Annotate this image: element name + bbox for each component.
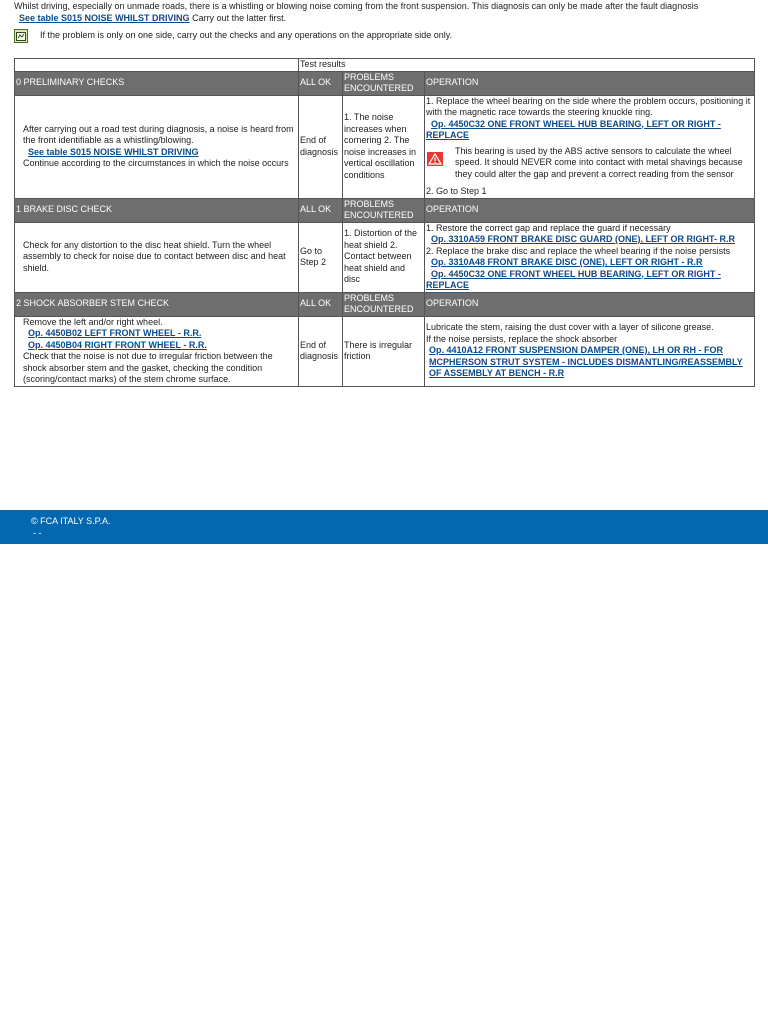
- step-problems-1: 1. Distortion of the heat shield 2. Contact between heat shield and disc: [343, 222, 425, 292]
- test-results-row: [15, 59, 755, 72]
- warning-text: This bearing is used by the ABS active sensors to calculate the wheel speed. It should NEVER come into contact with metal shavings because they could alter the gap and prevent a correct reading from the sensor: [455, 145, 743, 179]
- blank-cell: [15, 59, 299, 72]
- intro-text: Whilst driving, especially on unmade roads, there is a whistling or blowing noise coming from the front suspension. This diagnosis can only be made after the fault diagnosis: [14, 1, 699, 11]
- note-icon: [14, 29, 28, 43]
- step-desc-2: [15, 316, 299, 386]
- hint-text: If the problem is only on one side, carry out the checks and any operations on the appropriate side only.: [40, 30, 453, 41]
- step-desc-1: Check for any distortion to the disc heat shield. Turn the wheel assembly to check for noise due to contact between disc and heat shield.: [15, 222, 299, 292]
- step-operation-0: [425, 95, 755, 198]
- left-wheel-link[interactable]: Op. 4450B02 LEFT FRONT WHEEL - R.R.: [28, 328, 202, 338]
- step-operation-1: [425, 222, 755, 292]
- col-operation: OPERATION: [425, 292, 755, 316]
- col-all-ok: ALL OK: [299, 71, 343, 95]
- col-all-ok: ALL OK: [299, 198, 343, 222]
- disc-guard-link[interactable]: Op. 3310A59 FRONT BRAKE DISC GUARD (ONE), LEFT OR RIGHT- R.R: [431, 234, 736, 244]
- right-wheel-link[interactable]: Op. 4450B04 RIGHT FRONT WHEEL - R.R.: [28, 339, 207, 350]
- step-row-2: [15, 316, 755, 386]
- step-title-2: 2 SHOCK ABSORBER STEM CHECK: [15, 292, 299, 316]
- intro-paragraph: [14, 1, 764, 24]
- abs-warning: [426, 146, 753, 181]
- test-results-label: Test results: [299, 59, 755, 72]
- step-desc-0: [15, 95, 299, 198]
- step-desc-text: Continue according to the circumstances in which the noise occurs: [23, 158, 289, 168]
- footer-copyright: © FCA ITALY S.P.A.: [31, 516, 111, 526]
- step-desc-text: Check that the noise is not due to irregular friction between the shock absorber stem and the gasket, checking the condition (scoring/contact marks) of the stem chrome surface.: [23, 351, 273, 384]
- diagnosis-table: [14, 58, 755, 387]
- step-problems-2: There is irregular friction: [343, 316, 425, 386]
- col-all-ok: ALL OK: [299, 292, 343, 316]
- col-problems: PROBLEMS ENCOUNTERED: [343, 292, 425, 316]
- intro-noise-table-link[interactable]: See table S015 NOISE WHILST DRIVING: [19, 12, 190, 23]
- step-row-1: [15, 222, 755, 292]
- operation-text: 1. Replace the wheel bearing on the side where the problem occurs, positioning it with the magnetic race towards the steering knuckle ring.: [426, 95, 751, 117]
- step-problems-0: 1. The noise increases when cornering 2. The noise increases in vertical oscillation conditions: [343, 95, 425, 198]
- operation-text: 1. Restore the correct gap and replace the guard if necessary: [426, 222, 671, 233]
- step-header-1: [15, 198, 755, 222]
- step-ok-1: Go to Step 2: [299, 222, 343, 292]
- step-ok-0: End of diagnosis: [299, 95, 343, 198]
- col-operation: OPERATION: [425, 198, 755, 222]
- operation-text: Lubricate the stem, raising the dust cover with a layer of silicone grease.: [426, 322, 714, 333]
- step-operation-2: [425, 316, 755, 386]
- step-ok-2: End of diagnosis: [299, 316, 343, 386]
- footer-separator: - -: [33, 528, 42, 538]
- intro-after-link: Carry out the latter first.: [189, 12, 287, 23]
- step-row-0: [15, 95, 755, 198]
- operation-text: 2. Replace the brake disc and replace the wheel bearing if the noise persists: [426, 245, 731, 256]
- noise-table-link[interactable]: See table S015 NOISE WHILST DRIVING: [28, 146, 199, 157]
- footer: [0, 510, 768, 544]
- col-operation: OPERATION: [425, 71, 755, 95]
- damper-link[interactable]: Op. 4410A12 FRONT SUSPENSION DAMPER (ONE), LH OR RH - FOR MCPHERSON STRUT SYSTEM - INCLUDES DISMANTLING/REASSEMBLY OF ASSEMBLY AT BENCH - R.R: [429, 345, 743, 379]
- operation-text: 2. Go to Step 1: [426, 186, 487, 196]
- warning-icon: [427, 152, 443, 166]
- hint-row: [14, 27, 452, 45]
- col-problems: PROBLEMS ENCOUNTERED: [343, 71, 425, 95]
- hub-bearing-link[interactable]: Op. 4450C32 ONE FRONT WHEEL HUB BEARING, LEFT OR RIGHT - REPLACE: [426, 118, 721, 140]
- step-desc-text: Remove the left and/or right wheel.: [23, 316, 163, 327]
- step-desc-text: After carrying out a road test during diagnosis, a noise is heard from the front identifiable as a whistling/blowing.: [23, 123, 294, 145]
- col-problems: PROBLEMS ENCOUNTERED: [343, 198, 425, 222]
- hub-bearing-link[interactable]: Op. 4450C32 ONE FRONT WHEEL HUB BEARING, LEFT OR RIGHT - REPLACE: [426, 268, 721, 290]
- step-header-0: [15, 71, 755, 95]
- step-header-2: [15, 292, 755, 316]
- brake-disc-link[interactable]: Op. 3310A48 FRONT BRAKE DISC (ONE), LEFT OR RIGHT - R.R: [431, 257, 703, 267]
- step-title-0: 0 PRELIMINARY CHECKS: [15, 71, 299, 95]
- step-title-1: 1 BRAKE DISC CHECK: [15, 198, 299, 222]
- operation-text: If the noise persists, replace the shock absorber: [426, 333, 618, 344]
